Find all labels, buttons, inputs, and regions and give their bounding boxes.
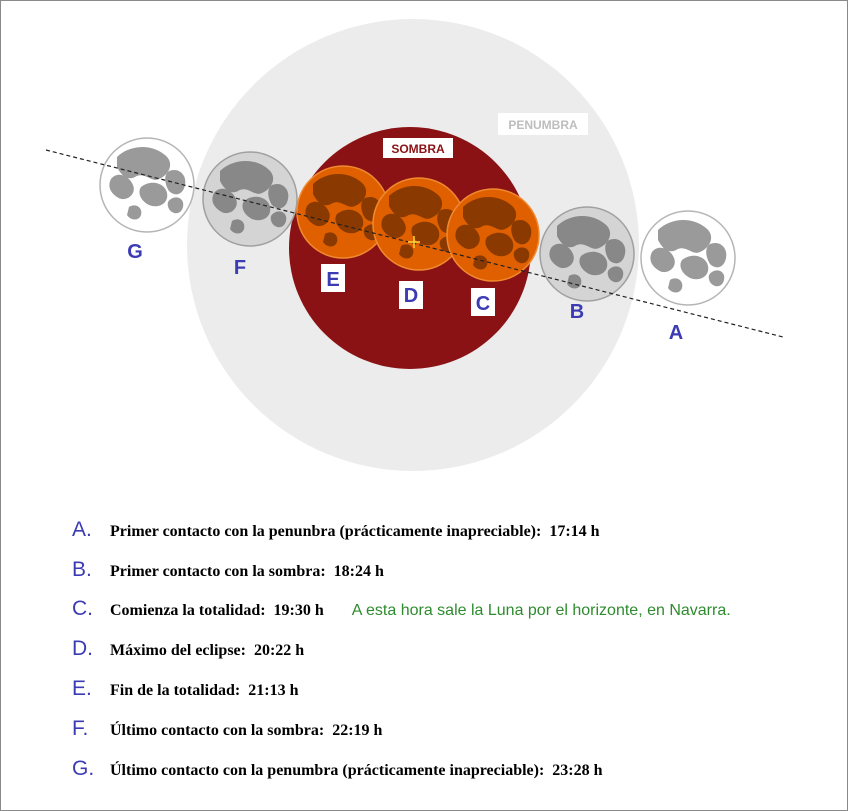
legend-text: Último contacto con la sombra: — [110, 722, 325, 739]
penumbra-label: PENUMBRA — [508, 118, 578, 132]
legend-time: 18:24 h — [333, 563, 384, 580]
legend-letter: B. — [72, 558, 92, 581]
legend-text: Máximo del eclipse: — [110, 642, 246, 659]
legend-text: Primer contacto con la penunbra (prácticamente inapreciable): — [110, 523, 542, 540]
moon-label-e: E — [326, 269, 340, 291]
legend-item-c — [72, 597, 731, 627]
moon-b — [540, 207, 634, 301]
legend-time: 23:28 h — [552, 762, 603, 779]
legend-time: 22:19 h — [332, 722, 383, 739]
legend-letter: G. — [72, 757, 95, 780]
legend-letter: E. — [72, 677, 92, 700]
legend-time: 21:13 h — [248, 682, 299, 699]
legend-item-g — [72, 757, 603, 787]
legend-text: Comienza la totalidad: — [110, 602, 266, 619]
legend-text: Primer contacto con la sombra: — [110, 563, 326, 580]
moon-c — [447, 189, 539, 281]
legend-note: A esta hora sale la Luna por el horizonte, en Navarra. — [351, 602, 731, 619]
legend-time: 17:14 h — [549, 523, 600, 540]
moon-label-d: D — [403, 285, 419, 307]
legend-letter: F. — [72, 717, 89, 740]
legend-letter: D. — [72, 637, 93, 660]
umbra-label: SOMBRA — [391, 142, 445, 156]
moon-label-g: G — [127, 241, 143, 263]
moon-label-a: A — [668, 322, 684, 344]
legend-item-d — [72, 637, 304, 667]
legend-item-f — [72, 717, 382, 747]
moon-g — [100, 138, 194, 232]
legend-text: Último contacto con la penumbra (prácticamente inapreciable): — [110, 762, 545, 779]
moon-label-c: C — [475, 293, 491, 315]
legend-time: 19:30 h — [273, 602, 324, 619]
legend-item-b — [72, 558, 384, 588]
moon-f — [203, 152, 297, 246]
legend-letter: C. — [72, 597, 93, 620]
moon-label-b: B — [569, 301, 585, 323]
legend-time: 20:22 h — [253, 642, 305, 659]
moon-a — [641, 211, 735, 305]
moon-label-f: F — [233, 257, 247, 279]
legend-item-e — [72, 677, 298, 707]
legend-item-a — [72, 518, 600, 548]
legend-text: Fin de la totalidad: — [110, 682, 241, 699]
legend-letter: A. — [72, 518, 92, 541]
